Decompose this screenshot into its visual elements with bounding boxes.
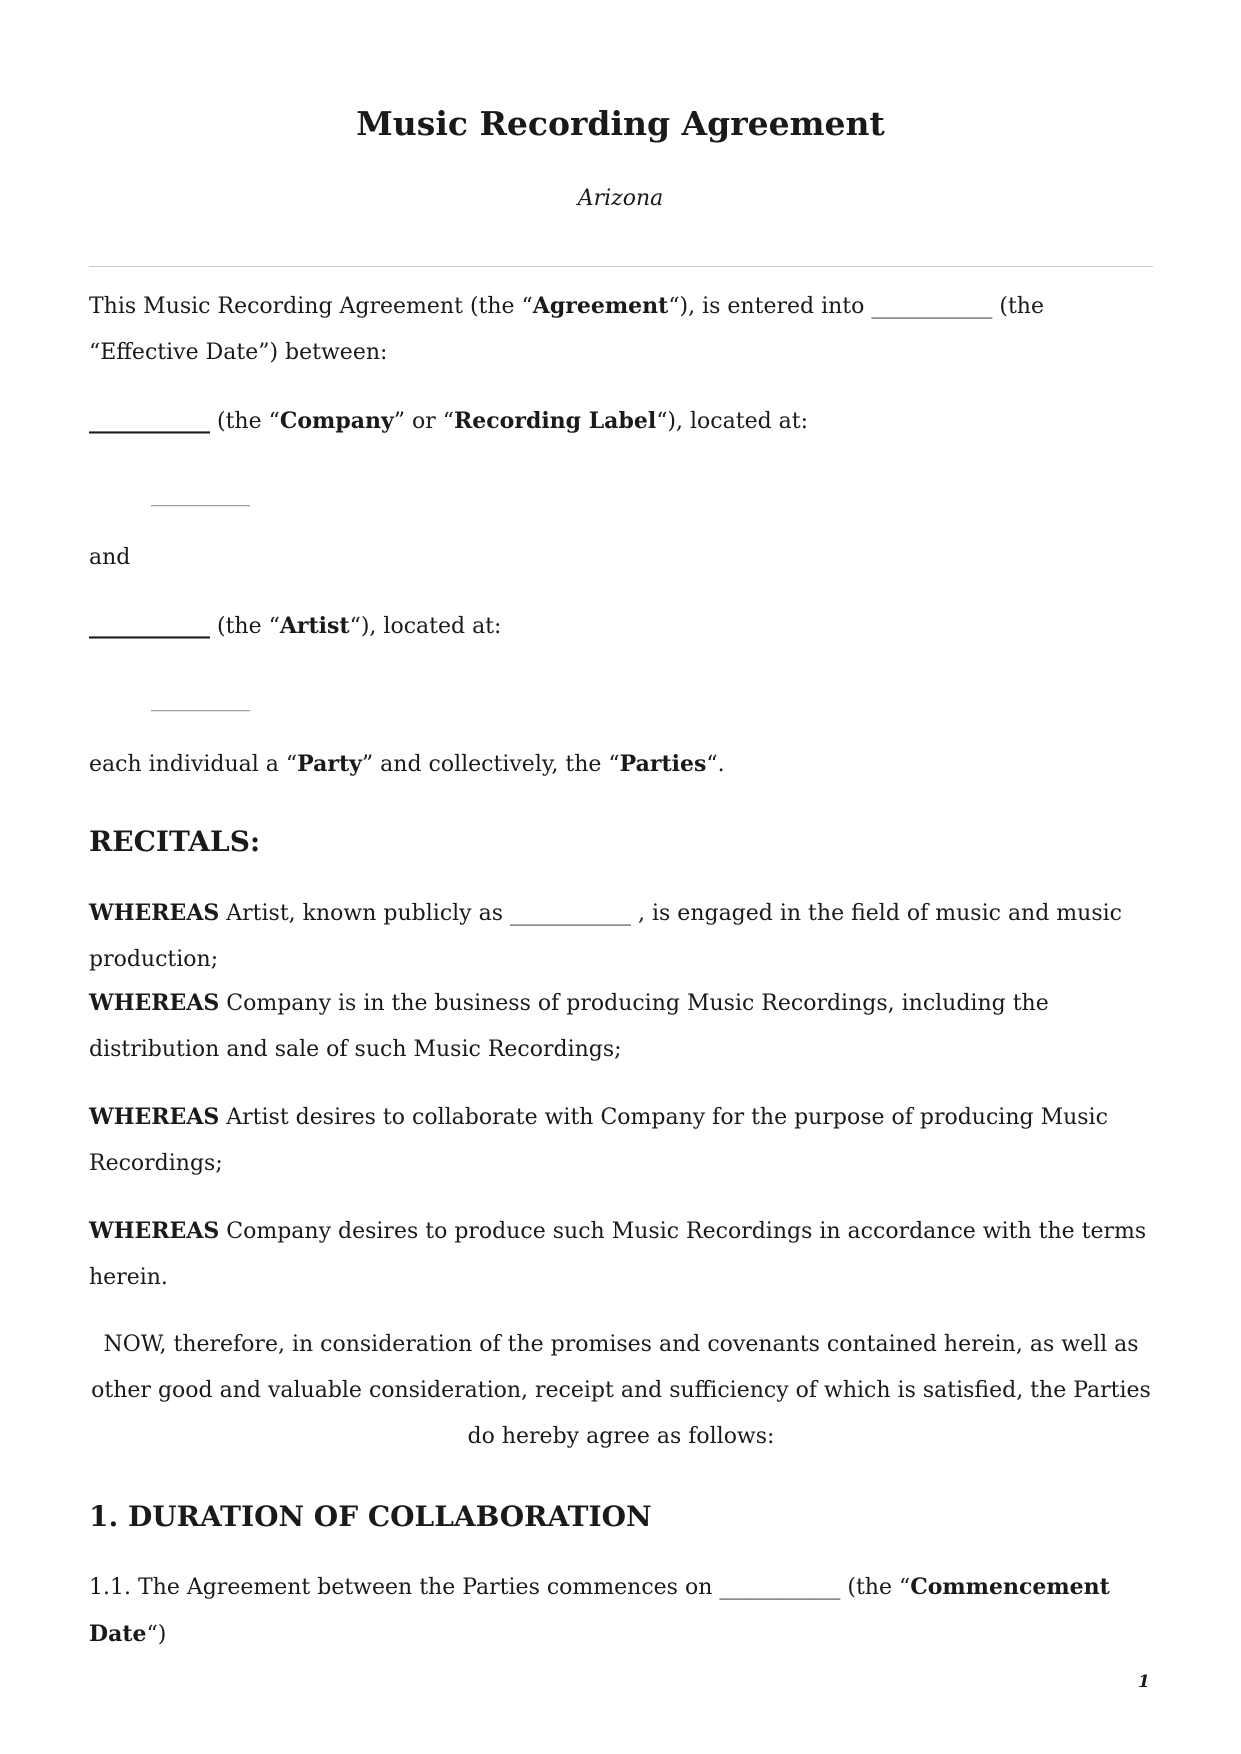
page-number: 1: [1138, 1672, 1150, 1692]
clause-1-1: [89, 1564, 1153, 1658]
recital-text: Company desires to produce such Music Recordings in accordance with the terms herein.: [89, 1219, 1147, 1290]
parties-text-1: each individual a “: [89, 752, 298, 777]
company-text-2: ” or “: [393, 409, 454, 434]
parties-term: Parties: [619, 751, 707, 777]
artist-text-1: (the “: [210, 614, 280, 639]
clause-1-1-text-2: “): [146, 1622, 167, 1647]
party-term: Party: [297, 751, 362, 777]
recital-lead: WHEREAS: [89, 900, 220, 926]
company-name-blank: ___________: [89, 408, 210, 434]
parties-text-2: ” and collectively, the “: [361, 752, 620, 777]
document-title: Music Recording Agreement: [356, 104, 885, 143]
parties-paragraph: [89, 741, 1153, 788]
recital-text: Artist, known publicly as ___________ , is engaged in the field of music and music production;: [89, 901, 1122, 972]
recital-text: Artist desires to collaborate with Company for the purpose of producing Music Recordings;: [89, 1105, 1108, 1176]
document-subtitle: Arizona: [577, 186, 664, 211]
company-paragraph: [89, 398, 1153, 445]
intro-text-2: “), is entered into ___________ (the “Effective Date”) between:: [89, 294, 1044, 365]
clause-1-1-text-1: 1.1. The Agreement between the Parties commences on ___________ (the “: [89, 1575, 911, 1600]
company-term: Company: [279, 408, 394, 434]
artist-paragraph: [89, 603, 1153, 650]
commencement-date-term: Commencement Date: [89, 1574, 1110, 1647]
recital-3: [89, 1094, 1153, 1187]
intro-text-1: This Music Recording Agreement (the “: [89, 294, 533, 319]
company-address-blank: ___________: [151, 486, 250, 507]
artist-term: Artist: [279, 613, 350, 639]
parties-text-3: “.: [706, 752, 725, 777]
recording-label-term: Recording Label: [454, 408, 657, 434]
recital-text: Company is in the business of producing Music Recordings, including the distribution and sale of such Music Recordings;: [89, 991, 1049, 1062]
recital-lead: WHEREAS: [89, 1104, 220, 1130]
recital-lead: WHEREAS: [89, 1218, 220, 1244]
intro-term-agreement: Agreement: [532, 293, 669, 319]
recital-2: [89, 980, 1153, 1073]
recital-4: [89, 1208, 1153, 1301]
and-text: and: [89, 545, 131, 570]
artist-text-2: “), located at:: [349, 614, 502, 639]
recitals-heading: RECITALS:: [89, 825, 261, 858]
title-divider: [89, 266, 1153, 267]
company-text-1: (the “: [210, 409, 280, 434]
section-1-heading: 1. DURATION OF COLLABORATION: [89, 1500, 652, 1533]
company-text-3: “), located at:: [656, 409, 809, 434]
recital-1: [89, 890, 1153, 983]
intro-paragraph: [89, 283, 1153, 376]
recital-lead: WHEREAS: [89, 990, 220, 1016]
artist-address-blank: ___________: [151, 691, 250, 712]
artist-name-blank: ___________: [89, 613, 210, 639]
now-therefore-paragraph: NOW, therefore, in consideration of the promises and covenants contained herein, as well as other good and valuable consideration, receipt and sufficiency of which is satisfied, the Parties do hereby agree as follows:: [91, 1332, 1151, 1449]
